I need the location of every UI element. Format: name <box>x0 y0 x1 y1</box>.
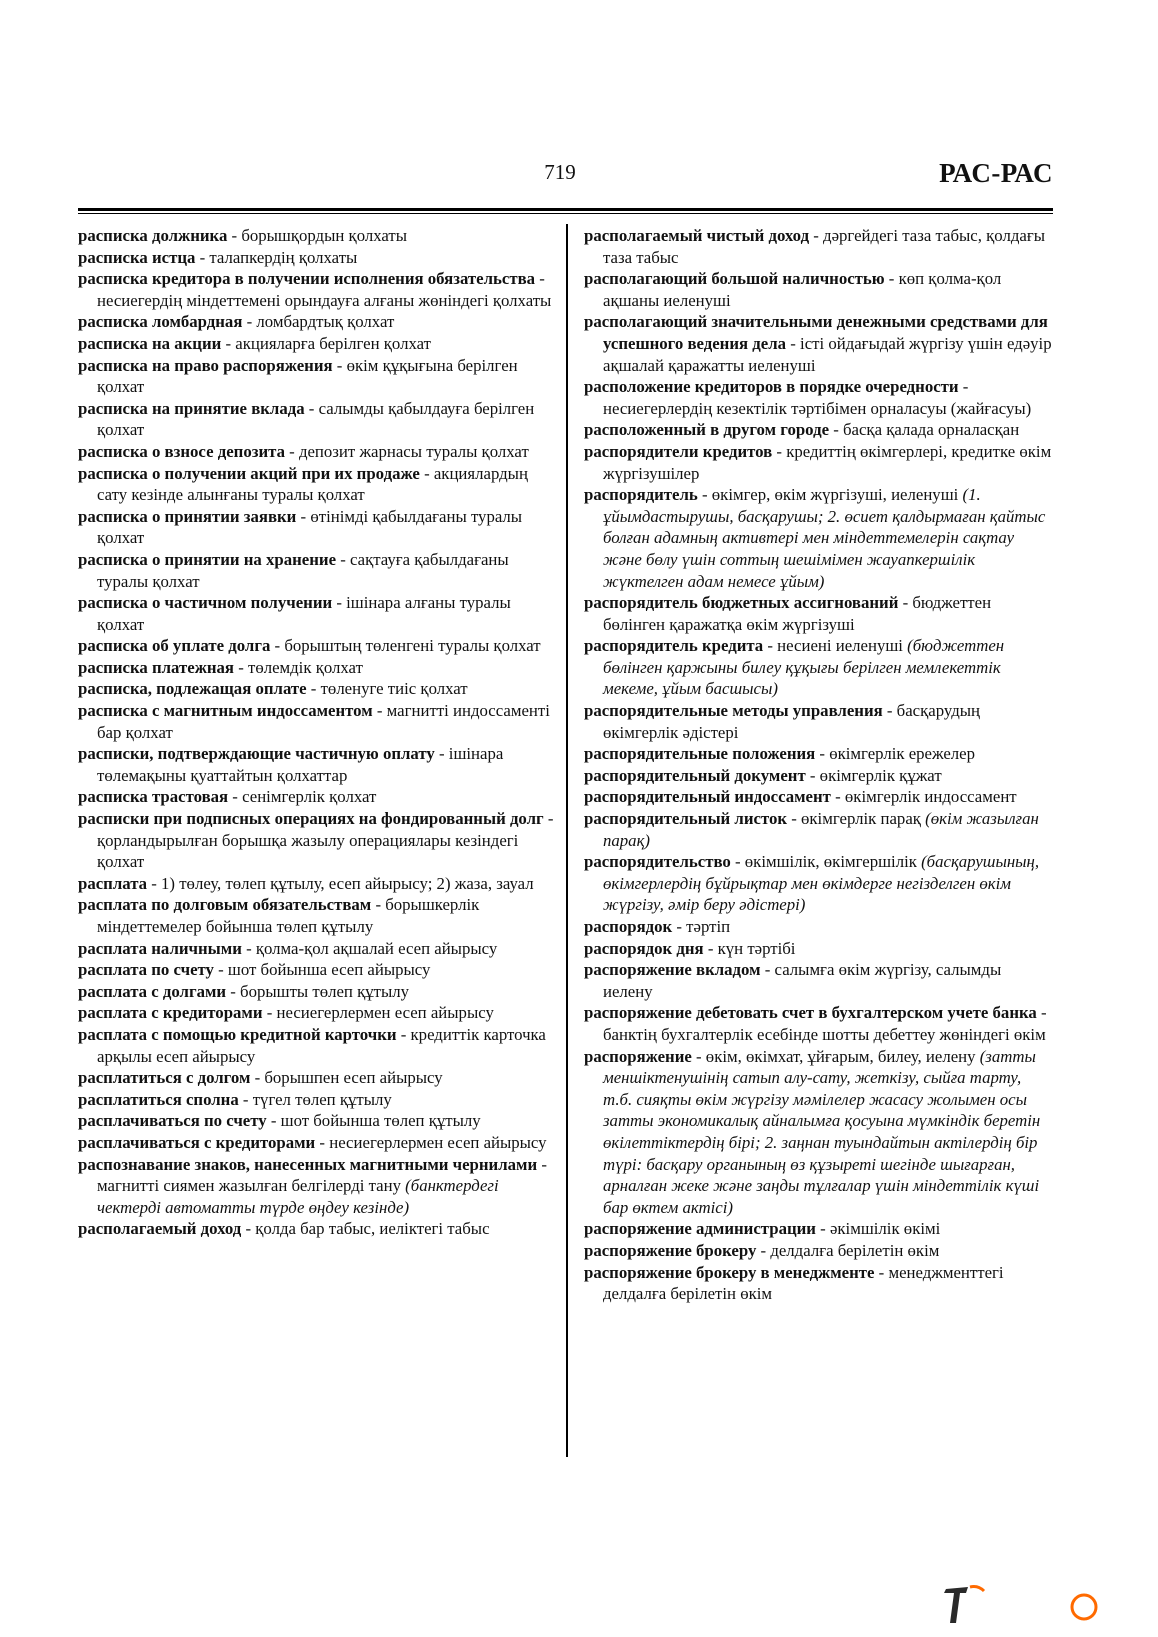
dictionary-entry <box>584 376 1054 419</box>
dictionary-entry <box>78 700 554 743</box>
dictionary-entry <box>584 743 1054 765</box>
entry-term: располагаемый доход <box>78 1219 242 1239</box>
entry-definition: - өкімгерлік ережелер <box>815 744 976 764</box>
dictionary-entry <box>584 484 1054 592</box>
entry-term: распорядительный индоссамент <box>584 787 831 807</box>
entry-term: расплата по долговым обязательствам <box>78 895 372 915</box>
dictionary-entry <box>78 549 554 592</box>
entry-definition: - өкімгерлік парақ <box>787 809 926 829</box>
dictionary-entry <box>584 938 1054 960</box>
entry-term: распорядитель <box>584 485 698 505</box>
dictionary-entry <box>78 398 554 441</box>
dictionary-entry <box>78 635 554 657</box>
entry-term: расписка истца <box>78 247 196 267</box>
entry-definition: - дәргейдегі таза табыс, қолдағы таза табыс <box>603 226 1045 267</box>
dictionary-entry <box>584 700 1054 743</box>
entry-term: расплата <box>78 873 148 893</box>
entry-definition: - несиегерлердің кезектілік тәртібімен орналасуы (жайғасуы) <box>603 377 1032 418</box>
entry-term: расплатиться сполна <box>78 1089 239 1109</box>
dictionary-entry <box>78 506 554 549</box>
entry-definition: - магнитті сиямен жазылған белгілерді тану <box>97 1154 547 1196</box>
entry-definition: - салымға өкім жүргізу, салымды иелену <box>603 960 1002 1001</box>
dictionary-entry <box>78 1002 554 1024</box>
entry-term: расписка об уплате долга <box>78 636 271 656</box>
entry-term: располагаемый чистый доход <box>584 226 810 245</box>
column-divider <box>566 224 568 1457</box>
entry-term: распорядок дня <box>584 938 704 958</box>
dictionary-entry <box>78 1024 554 1067</box>
dictionary-entry <box>78 355 554 398</box>
entry-term: расписка кредитора в получении исполнения обязательства <box>78 269 536 289</box>
entry-term: расписка о взносе депозита <box>78 441 285 461</box>
dictionary-entry <box>78 592 554 635</box>
watermark-logo-icon <box>944 1583 1144 1627</box>
dictionary-entry <box>584 268 1054 311</box>
entry-term: расплата с помощью кредитной карточки <box>78 1024 397 1044</box>
entry-definition: - әкімшілік өкімі <box>815 1219 941 1239</box>
entry-definition: - қолда бар табыс, иеліктегі табыс <box>241 1219 490 1239</box>
entry-definition: - кредиттің өкімгерлері, кредитке өкім жүргізушілер <box>603 441 1052 483</box>
entry-term: расписки, подтверждающие частичную оплату <box>78 744 435 764</box>
dictionary-entry <box>78 786 554 808</box>
entry-note: (1. ұйымдастырушы, басқарушы; 2. өсиет қалдырмаған қайтыс болған адамның активтері мен міндеттемелерін сақтау және бөлу үшін соттың шешімімен жауапкершілік жүктелген адам немесе ұйым) <box>603 485 1046 591</box>
entry-term: распорядители кредитов <box>584 441 773 461</box>
header-rule-thin <box>78 213 1053 214</box>
entry-definition: - борышпен есеп айырысу <box>250 1068 443 1088</box>
entry-term: расплата с кредиторами <box>78 1003 263 1023</box>
entry-term: расписка о получении акций при их продаже <box>78 463 420 483</box>
entry-term: распоряжение брокеру <box>584 1240 757 1260</box>
entry-definition: - төленуге тиіс қолхат <box>306 679 468 699</box>
entry-definition: - төлемдік қолхат <box>234 657 363 677</box>
dictionary-entry <box>584 786 1054 808</box>
right-column <box>584 225 1054 1305</box>
dictionary-entry <box>584 419 1054 441</box>
entry-definition: - өкімгер, өкім жүргізуші, иеленуші <box>697 485 963 505</box>
entry-note: (затты меншіктенушінің сатып алу-сату, жеткізу, сыйға тарту, т.б. сияқты өкім жүргізу мәмілелер жасасу жолымен осы затты экономикалық айналымға қосуына мүмкіндік беретін өкілеттіктердің бірі; 2. заңнан туындайтын актілердің бір түрі: басқару органының өз құзыреті шегінде шығарған, арналған жеке және заңды тұлғалар үшін міндеттілік күші бар өктем актісі) <box>603 1046 1041 1217</box>
entry-term: расписка с магнитным индоссаментом <box>78 701 373 721</box>
entry-term: распорядитель бюджетных ассигнований <box>584 593 899 613</box>
entry-term: расписка платежная <box>78 657 234 677</box>
entry-term: располагающий значительными денежными средствами для успешного ведения дела <box>584 312 1048 353</box>
entry-term: расписка должника <box>78 226 228 245</box>
entry-term: распознавание знаков, нанесенных магнитными чернилами <box>78 1154 538 1174</box>
entry-term: расписка о частичном получении <box>78 593 333 613</box>
entry-definition: - шот бойынша есеп айырысу <box>213 960 431 980</box>
entry-term: распоряжение <box>584 1046 692 1066</box>
dictionary-entry <box>584 851 1054 916</box>
left-column <box>78 225 554 1240</box>
dictionary-entry <box>78 1067 554 1089</box>
entry-definition: - несиені иеленуші <box>763 636 908 656</box>
entry-definition: - банктің бухгалтерлік есебінде шотты дебеттеу жөніндегі өкім <box>603 1003 1047 1044</box>
entry-definition: - несиегердің міндеттемені орындауға алғаны жөніндегі қолхаты <box>97 269 552 310</box>
dictionary-entry <box>78 808 554 873</box>
entry-term: распоряжение вкладом <box>584 960 761 980</box>
dictionary-entry <box>584 635 1054 700</box>
entry-note: (бюджеттен бөлінген қаржыны билеу құқығы берілген мемлекеттік мекеме, ұйым басшысы) <box>603 636 1005 699</box>
dictionary-entry <box>584 765 1054 787</box>
dictionary-entry <box>78 225 554 247</box>
entry-definition: - ішінара төлемақыны қуаттайтын қолхаттар <box>97 744 504 785</box>
entry-term: распорядительные положения <box>584 744 816 764</box>
entry-term: расписка ломбардная <box>78 312 243 332</box>
entry-definition: - несиегерлермен есеп айырысу <box>262 1003 494 1023</box>
dictionary-entry <box>78 268 554 311</box>
entry-term: расплатиться с долгом <box>78 1068 251 1088</box>
running-head: РАС-РАС <box>939 158 1053 188</box>
entry-definition: - қолма-қол ақшалай есеп айырысу <box>241 938 498 958</box>
dictionary-entry <box>78 743 554 786</box>
entry-term: распоряжение брокеру в менеджменте <box>584 1262 875 1282</box>
entry-definition: - өкім, өкімхат, ұйғарым, билеу, иелену <box>691 1046 980 1066</box>
entry-definition: - акциялардың сату кезінде алынғаны туралы қолхат <box>97 463 528 505</box>
entry-definition: - қорландырылған борышқа жазылу операциялары кезіндегі қолхат <box>97 809 554 872</box>
dictionary-entry <box>584 959 1054 1002</box>
header-rule <box>78 208 1053 211</box>
dictionary-entry <box>584 1262 1054 1305</box>
entry-term: распорядительный документ <box>584 765 806 785</box>
dictionary-entry <box>78 1218 554 1240</box>
dictionary-entry <box>78 1110 554 1132</box>
entry-term: распорядок <box>584 917 673 936</box>
entry-term: распоряжение администрации <box>584 1219 816 1239</box>
entry-definition: - менеджменттегі делдалға берілетін өкім <box>603 1262 1004 1304</box>
entry-definition: - бюджеттен бөлінген қаражатқа өкім жүргізуші <box>603 593 992 634</box>
entry-term: располагающий большой наличностью <box>584 269 885 289</box>
entry-definition: - көп қолма-қол ақшаны иеленуші <box>603 269 1002 310</box>
entry-definition: - акцияларға берілген қолхат <box>221 333 431 353</box>
entry-term: распоряжение дебетовать счет в бухгалтерском учете банка <box>584 1003 1037 1023</box>
entry-definition: - ломбардтық қолхат <box>242 312 395 332</box>
entry-definition: - салымды қабылдауға берілген қолхат <box>97 398 535 440</box>
dictionary-entry <box>78 463 554 506</box>
entry-definition: - сенімгерлік қолхат <box>228 787 377 807</box>
entry-definition: - борыштың төленгені туралы қолхат <box>270 636 541 656</box>
entry-definition: - күн тәртібі <box>703 938 796 958</box>
entry-term: расплачиваться по счету <box>78 1111 267 1131</box>
entry-definition: - 1) төлеу, төлеп құтылу, есеп айырысу; 2) жаза, зауал <box>147 873 534 893</box>
entry-term: расплата наличными <box>78 938 242 958</box>
entry-term: расположенный в другом городе <box>584 420 830 440</box>
entry-definition: - борышқордын қолхаты <box>227 226 408 245</box>
entry-definition: - борышты төлеп құтылу <box>226 981 410 1001</box>
entry-definition: - несиегерлермен есеп айырысу <box>315 1132 547 1152</box>
entry-note: (банктердегі чектерді автоматты түрде өңдеу кезінде) <box>97 1176 499 1217</box>
entry-term: распорядительный листок <box>584 809 788 829</box>
entry-definition: - сақтауға қабылдағаны туралы қолхат <box>97 549 509 591</box>
entry-note: (басқарушының, өкімгерлердің бұйрықтар мен өкімдерге негізделген өкім жүргізу, әмір беру әдістері) <box>603 852 1040 915</box>
dictionary-entry <box>78 1089 554 1111</box>
entry-definition: - тәртіп <box>672 917 731 936</box>
dictionary-entry <box>584 225 1054 268</box>
entry-definition: - ішінара алғаны туралы қолхат <box>97 593 511 634</box>
dictionary-entry <box>584 592 1054 635</box>
page-number: 719 <box>544 160 576 184</box>
entry-term: расписка о принятии на хранение <box>78 549 337 569</box>
dictionary-entry <box>584 311 1054 376</box>
entry-term: расписка на принятие вклада <box>78 398 305 418</box>
dictionary-entry <box>78 873 554 895</box>
entry-definition: - делдалға берілетін өкім <box>756 1240 940 1260</box>
entry-term: расписка на право распоряжения <box>78 355 333 375</box>
dictionary-entry <box>584 1240 1054 1262</box>
dictionary-entry <box>584 1218 1054 1240</box>
dictionary-entry <box>78 247 554 269</box>
dictionary-entry <box>78 938 554 960</box>
entry-definition: - істі ойдағыдай жүргізу үшін едәуір ақшалай қаражатты иеленуші <box>603 333 1052 375</box>
dictionary-entry <box>584 916 1054 938</box>
dictionary-entry <box>78 657 554 679</box>
dictionary-entry <box>584 441 1054 484</box>
entry-definition: - түгел төлеп құтылу <box>238 1089 392 1109</box>
entry-definition: - өкімшілік, өкімгершілік <box>730 852 922 872</box>
entry-definition: - шот бойынша төлеп құтылу <box>266 1111 481 1131</box>
dictionary-entry <box>78 311 554 333</box>
dictionary-entry <box>78 981 554 1003</box>
entry-definition: - талапкердің қолхаты <box>195 247 358 267</box>
dictionary-entry <box>78 1132 554 1154</box>
entry-term: расписка на акции <box>78 333 222 353</box>
dictionary-entry <box>78 441 554 463</box>
dictionary-entry <box>78 959 554 981</box>
entry-definition: - кредиттік карточка арқылы есеп айырысу <box>97 1024 546 1066</box>
entry-note: (өкім жазылған парақ) <box>603 809 1039 850</box>
entry-definition: - магнитті индоссаменті бар қолхат <box>97 701 550 742</box>
dictionary-entry <box>78 1154 554 1219</box>
entry-definition: - өкімгерлік құжат <box>805 765 942 785</box>
entry-term: расписка, подлежащая оплате <box>78 679 307 699</box>
entry-definition: - басқа қалада орналасқан <box>829 420 1020 440</box>
entry-definition: - борышкерлік міндеттемелер бойынша төлеп құтылу <box>97 895 480 936</box>
dictionary-entry <box>584 808 1054 851</box>
entry-term: расписка о принятии заявки <box>78 506 297 526</box>
entry-term: расплата с долгами <box>78 981 227 1001</box>
entry-term: расписка трастовая <box>78 787 229 807</box>
entry-definition: - өкімгерлік индоссамент <box>830 787 1017 807</box>
watermark <box>944 1583 1144 1627</box>
dictionary-entry <box>78 333 554 355</box>
entry-term: распорядитель кредита <box>584 636 764 656</box>
entry-definition: - басқарудың өкімгерлік әдістері <box>603 701 981 742</box>
entry-term: расписки при подписных операциях на фондированный долг <box>78 809 544 829</box>
entry-term: расплата по счету <box>78 960 214 980</box>
entry-term: расположение кредиторов в порядке очередности <box>584 377 959 397</box>
entry-term: распорядительство <box>584 852 731 872</box>
entry-definition: - өкім құқығына берілген қолхат <box>97 355 518 397</box>
dictionary-entry <box>78 678 554 700</box>
entry-definition: - депозит жарнасы туралы қолхат <box>284 441 529 461</box>
entry-term: расплачиваться с кредиторами <box>78 1132 316 1152</box>
dictionary-entry <box>78 894 554 937</box>
dictionary-entry <box>584 1046 1054 1219</box>
entry-term: распорядительные методы управления <box>584 701 883 721</box>
dictionary-entry <box>584 1002 1054 1045</box>
entry-definition: - өтінімді қабылдағаны туралы қолхат <box>97 506 523 548</box>
